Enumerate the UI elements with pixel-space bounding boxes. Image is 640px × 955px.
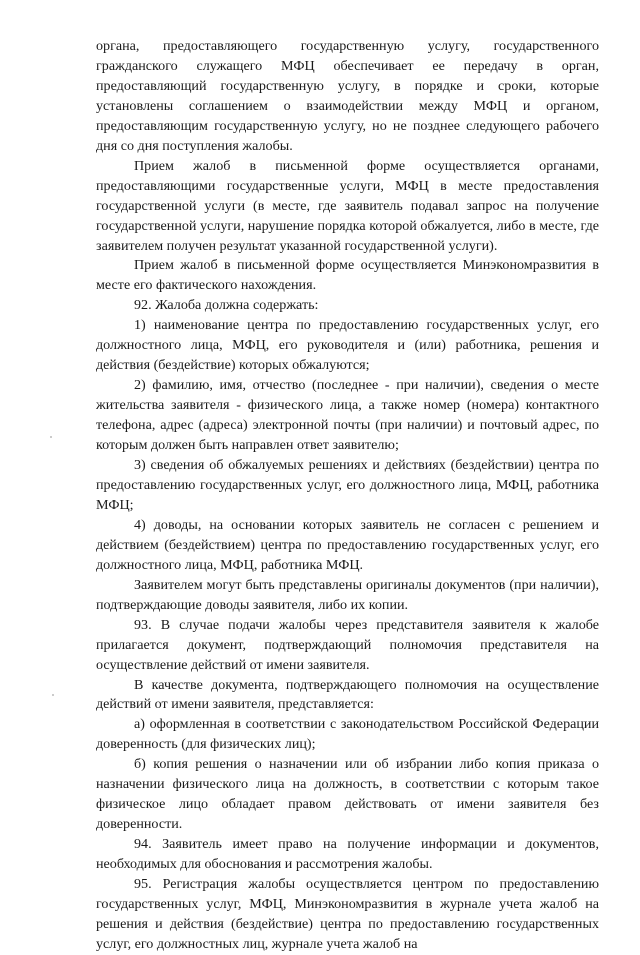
paragraph-95: 95. Регистрация жалобы осуществляется центром по предоставлению государственных услуг, МФЦ, Минэкономразвития в журнале учета жалоб на решения и действия (бездействие) центра по предоставлению государственных услуг, его должностных лиц, журнале учета жалоб на — [96, 876, 599, 952]
paragraph-92-heading: 92. Жалоба должна содержать: — [134, 297, 319, 314]
paragraph-92-item-4: 4) доводы, на основании которых заявитель не согласен с решением и действием (бездействием) центра по предоставлению государственных услуг, его должностного лица, МФЦ, работника МФЦ. — [96, 516, 599, 573]
scan-speck — [52, 694, 54, 696]
paragraph-written-complaints-organs: Прием жалоб в письменной форме осуществляется органами, предоставляющими государственные услуги, МФЦ в месте предоставления государственной услуги (в месте, где заявитель подавал запрос на получение государственной услуги, нарушение порядка которой обжалуется, либо в месте, где заявителем получен результат указанной государственной услуги). — [96, 157, 599, 254]
paragraph-92-item-2: 2) фамилию, имя, отчество (последнее - при наличии), сведения о месте жительства заявителя - физического лица, а также номер (номера) контактного телефона, адрес (адреса) электронной почты (при наличии) и почтовый адрес, по которым должен быть направлен ответ заявителю; — [96, 377, 599, 454]
paragraph-complaint-forwarding: органа, предоставляющего государственную услугу, государственного гражданского служащего МФЦ обеспечивает ее передачу в орган, предоставляющий государственную услугу, в порядке и сроки, которые установлены соглашением о взаимодействии между МФЦ и органом, предоставляющим государственную услугу, но не позднее следующего рабочего дня со дня поступления жалобы. — [96, 38, 599, 154]
paragraph-original-documents: Заявителем могут быть представлены оригиналы документов (при наличии), подтверждающие доводы заявителя, либо их копии. — [96, 576, 599, 613]
document-body — [96, 37, 599, 955]
paragraph-item-a: а) оформленная в соответствии с законодательством Российской Федерации доверенность (для физических лиц); — [96, 716, 599, 753]
paragraph-item-b: б) копия решения о назначении или об избрании либо копия приказа о назначении физического лица на должность, в соответствии с которым такое физическое лицо обладает правом действовать от имени заявителя без доверенности. — [96, 756, 599, 833]
paragraph-93: 93. В случае подачи жалобы через представителя заявителя к жалобе прилагается документ, подтверждающий полномочия представителя на осуществление действий от имени заявителя. — [96, 616, 599, 673]
paragraph-written-complaints-ministry: Прием жалоб в письменной форме осуществляется Минэкономразвития в месте его фактического нахождения. — [96, 257, 599, 294]
paragraph-authority-document: В качестве документа, подтверждающего полномочия на осуществление действий от имени заявителя, представляется: — [96, 676, 599, 713]
paragraph-94: 94. Заявитель имеет право на получение информации и документов, необходимых для обоснования и рассмотрения жалобы. — [96, 836, 599, 873]
paragraph-92-item-3: 3) сведения об обжалуемых решениях и действиях (бездействии) центра по предоставлению государственных услуг, его должностного лица, МФЦ, работника МФЦ; — [96, 457, 599, 513]
scan-speck — [50, 436, 52, 438]
paragraph-92-item-1: 1) наименование центра по предоставлению государственных услуг, его должностного лица, МФЦ, его руководителя и (или) работника, решения и действия (бездействие) которых обжалуются; — [96, 317, 599, 374]
